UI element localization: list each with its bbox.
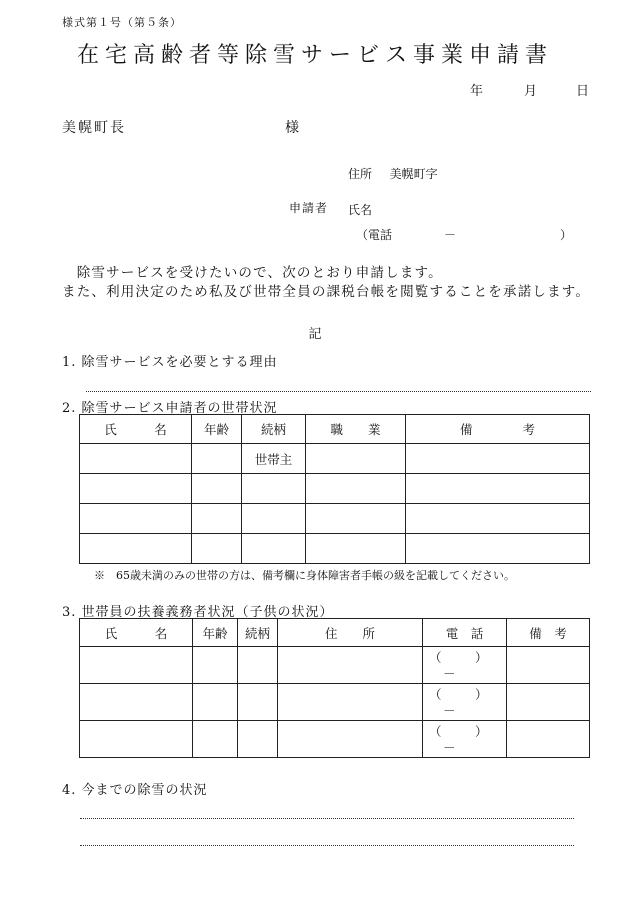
household-cell[interactable]: 世帯主: [242, 444, 306, 474]
applicant-label: 申請者: [289, 201, 329, 215]
household-cell[interactable]: [192, 474, 242, 504]
addressee-honorific: 様: [285, 120, 299, 136]
dependents-cell[interactable]: [193, 647, 238, 684]
household-cell[interactable]: [192, 534, 242, 564]
household-cell[interactable]: [306, 504, 406, 534]
section4-title: 4. 今までの除雪の状況: [62, 783, 208, 798]
header-name: 氏 名: [80, 619, 193, 647]
address-value: 美幌町字: [389, 167, 438, 181]
household-row: [80, 534, 590, 564]
household-cell[interactable]: [306, 534, 406, 564]
dependents-row: [80, 647, 590, 684]
household-header-row: [80, 415, 590, 444]
dependents-table: [79, 618, 590, 758]
dependents-cell[interactable]: [238, 721, 278, 758]
dependents-row: [80, 721, 590, 758]
household-cell[interactable]: [80, 504, 192, 534]
household-cell[interactable]: [242, 474, 306, 504]
form-number: 様式第１号（第５条）: [62, 16, 182, 29]
date-day: 日: [576, 84, 590, 99]
household-cell[interactable]: [80, 474, 192, 504]
applicant-address: [348, 165, 438, 182]
section1-reason-line[interactable]: [86, 391, 591, 392]
tel-close-paren: ）: [475, 724, 488, 739]
telephone-cell[interactable]: [423, 647, 507, 684]
applicant-name-label: 氏名: [348, 203, 373, 217]
dependents-cell[interactable]: [238, 684, 278, 721]
household-cell[interactable]: [242, 534, 306, 564]
dependents-cell[interactable]: [80, 721, 193, 758]
household-cell[interactable]: [306, 444, 406, 474]
header-occupation: 職 業: [306, 415, 406, 444]
date-month: 月: [524, 84, 538, 99]
header-name: 氏 名: [80, 415, 192, 444]
addressee-name: 美幌町長: [62, 120, 126, 136]
household-table: [79, 414, 590, 564]
section2-title: 2. 除雪サービス申請者の世帯状況: [62, 401, 278, 416]
section1-title: 1. 除雪サービスを必要とする理由: [62, 355, 278, 370]
household-cell[interactable]: [192, 444, 242, 474]
header-age: 年齢: [192, 415, 242, 444]
telephone-cell[interactable]: [423, 684, 507, 721]
tel-close-paren: ）: [475, 650, 488, 665]
household-note: ※ 65歳未満のみの世帯の方は、備考欄に身体障害者手帳の級を記載してください。: [94, 569, 515, 582]
dependents-header-row: [80, 619, 590, 647]
section4-line-2[interactable]: [80, 845, 574, 846]
dependents-cell[interactable]: [238, 647, 278, 684]
tel-dash: －: [443, 666, 456, 681]
ki-mark: 記: [308, 327, 322, 342]
dependents-cell[interactable]: [507, 684, 590, 721]
tel-open-paren: （: [429, 650, 442, 665]
tel-dash: －: [443, 703, 456, 718]
header-age: 年齢: [193, 619, 238, 647]
household-row: [80, 444, 590, 474]
dependents-cell[interactable]: [193, 684, 238, 721]
household-cell[interactable]: [406, 504, 590, 534]
telephone-cell[interactable]: [423, 721, 507, 758]
section3-title: 3. 世帯員の扶養義務者状況（子供の状況）: [62, 605, 334, 620]
header-relation: 続柄: [238, 619, 278, 647]
dependents-cell[interactable]: [278, 647, 423, 684]
dependents-cell[interactable]: [507, 721, 590, 758]
header-address: 住 所: [278, 619, 423, 647]
header-relation: 続柄: [242, 415, 306, 444]
household-row: [80, 474, 590, 504]
dependents-cell[interactable]: [278, 721, 423, 758]
document-title: 在宅高齢者等除雪サービス事業申請書: [76, 43, 553, 68]
header-telephone: 電 話: [423, 619, 507, 647]
date-year: 年: [470, 84, 484, 99]
header-remarks: 備 考: [406, 415, 590, 444]
dependents-cell[interactable]: [80, 684, 193, 721]
applicant-telephone: [356, 226, 573, 243]
tel-dash: －: [443, 740, 456, 755]
header-remarks: 備 考: [507, 619, 590, 647]
dependents-cell[interactable]: [193, 721, 238, 758]
tel-dash: －: [444, 228, 457, 242]
dependents-row: [80, 684, 590, 721]
household-cell[interactable]: [406, 474, 590, 504]
household-cell[interactable]: [242, 504, 306, 534]
household-cell[interactable]: [406, 534, 590, 564]
dependents-cell[interactable]: [278, 684, 423, 721]
dependents-cell[interactable]: [507, 647, 590, 684]
tel-close: ）: [560, 228, 573, 242]
household-cell[interactable]: [306, 474, 406, 504]
household-cell[interactable]: [80, 444, 192, 474]
tel-close-paren: ）: [475, 687, 488, 702]
household-cell[interactable]: [406, 444, 590, 474]
tel-open: （電話: [356, 228, 393, 242]
dependents-cell[interactable]: [80, 647, 193, 684]
address-label: 住所: [348, 167, 373, 181]
household-cell[interactable]: [80, 534, 192, 564]
household-row: [80, 504, 590, 534]
body-text: 除雪サービスを受けたいので、次のとおり申請します。 また、利用決定のため私及び世帯全員の課税台帳を閲覧することを承諾します。: [62, 265, 591, 300]
household-cell[interactable]: [192, 504, 242, 534]
tel-open-paren: （: [429, 724, 442, 739]
tel-open-paren: （: [429, 687, 442, 702]
section4-line-1[interactable]: [80, 818, 574, 819]
